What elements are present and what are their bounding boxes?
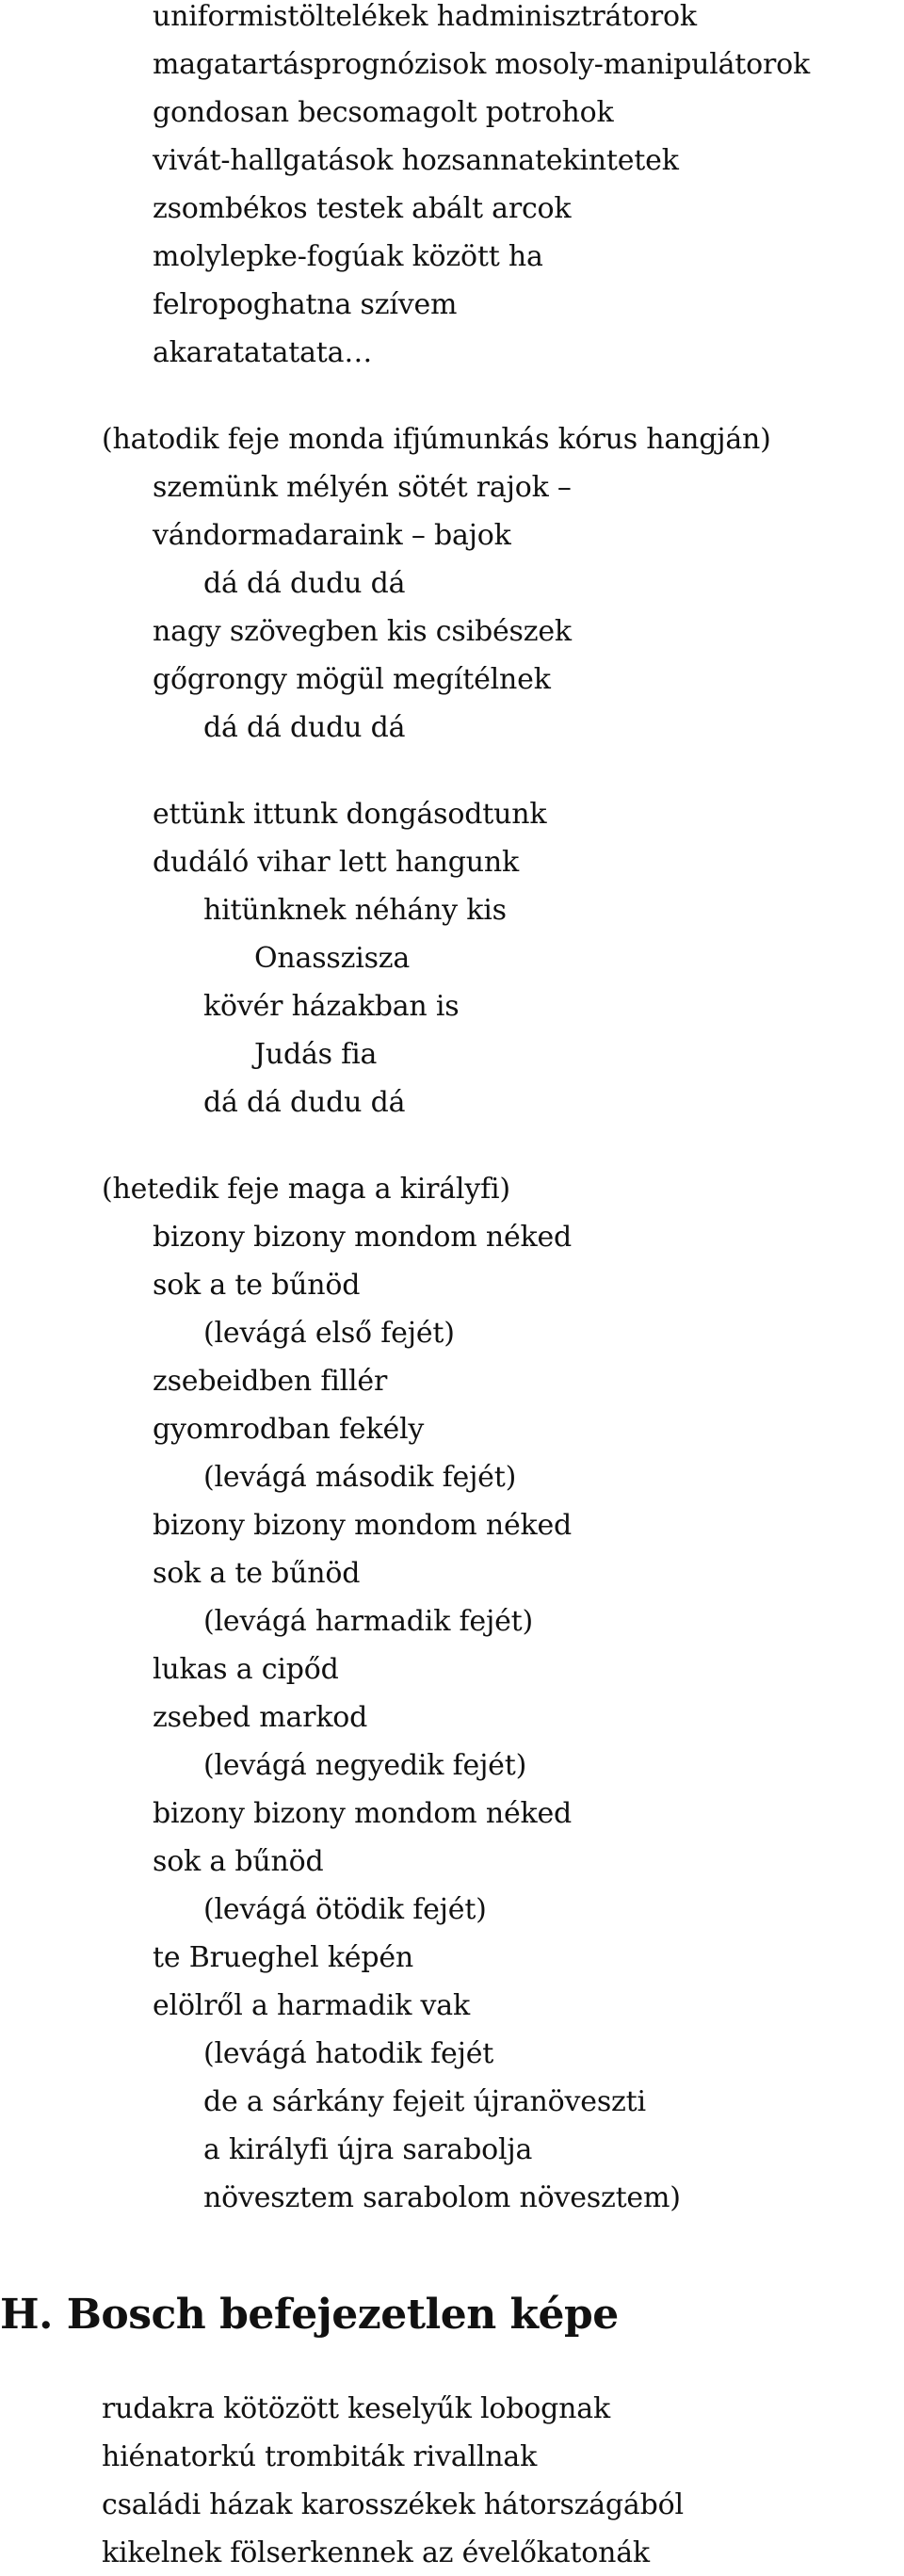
poem-line: felropoghatna szívem (153, 288, 458, 321)
poem-line: (hatodik feje monda ifjúmunkás kórus hangján) (102, 423, 771, 456)
poem-line: Judás fia (254, 1038, 378, 1071)
poem-line: nagy szövegben kis csibészek (153, 615, 572, 648)
section-heading: H. Bosch befejezetlen képe (0, 2291, 619, 2339)
poem-line: (hetedik feje maga a királyfi) (102, 1173, 510, 1206)
section-poem-line: kikelnek fölserkennek az évelőkatonák (102, 2536, 650, 2569)
poem-line: növesztem sarabolom növesztem) (203, 2181, 681, 2214)
poem-line: dá dá dudu dá (203, 567, 406, 600)
poem-line: hitünknek néhány kis (203, 894, 507, 927)
poem-line: dudáló vihar lett hangunk (153, 846, 519, 879)
poem-line: szemünk mélyén sötét rajok – (153, 471, 572, 504)
poem-line: uniformistöltelékek hadminisztrátorok (153, 0, 697, 33)
poem-line: (levágá negyedik fejét) (203, 1749, 527, 1782)
poem-line: gőgrongy mögül megítélnek (153, 663, 551, 696)
section-poem-line: családi házak karosszékek hátországából (102, 2488, 684, 2521)
poem-line: sok a te bűnöd (153, 1269, 361, 1302)
poem-line: lukas a cipőd (153, 1653, 339, 1686)
poem-line: de a sárkány fejeit újranöveszti (203, 2085, 646, 2118)
poem-line: sok a te bűnöd (153, 1557, 361, 1590)
section-poem-line: rudakra kötözött keselyűk lobognak (102, 2392, 610, 2425)
poem-line: ettünk ittunk dongásodtunk (153, 798, 547, 831)
poem-line: vándormadaraink – bajok (153, 519, 511, 552)
poem-line: gyomrodban fekély (153, 1413, 425, 1446)
poem-line: magatartásprognózisok mosoly-manipulátorok (153, 48, 811, 81)
poem-line: a királyfi újra sarabolja (203, 2133, 533, 2166)
poem-line: akaratatatata… (153, 336, 373, 369)
poem-line: sok a bűnöd (153, 1845, 324, 1878)
poem-line: zsebeidben fillér (153, 1365, 388, 1398)
poem-line: Onasszisza (254, 942, 411, 975)
poem-line: zsebed markod (153, 1701, 368, 1734)
poem-line: (levágá második fejét) (203, 1461, 517, 1494)
poem-line: bizony bizony mondom néked (153, 1797, 573, 1830)
poem-line: bizony bizony mondom néked (153, 1221, 573, 1254)
poem-line: elölről a harmadik vak (153, 1989, 470, 2022)
poem-line: kövér házakban is (203, 990, 460, 1023)
poem-line: bizony bizony mondom néked (153, 1509, 573, 1542)
poem-line: gondosan becsomagolt potrohok (153, 96, 614, 129)
poem-line: (levágá harmadik fejét) (203, 1605, 533, 1638)
poem-line: (levágá hatodik fejét (203, 2037, 494, 2070)
poem-line: zsombékos testek abált arcok (153, 192, 572, 225)
poem-line: te Brueghel képén (153, 1941, 414, 1974)
poem-line: dá dá dudu dá (203, 1086, 406, 1119)
poem-line: (levágá ötödik fejét) (203, 1893, 487, 1926)
poem-line: vivát-hallgatások hozsannatekintetek (153, 144, 679, 177)
section-poem-line: hiénatorkú trombiták rivallnak (102, 2440, 538, 2473)
poem-line: molylepke-fogúak között ha (153, 240, 543, 273)
poem-line: (levágá első fejét) (203, 1317, 455, 1350)
poem-line: dá dá dudu dá (203, 711, 406, 744)
